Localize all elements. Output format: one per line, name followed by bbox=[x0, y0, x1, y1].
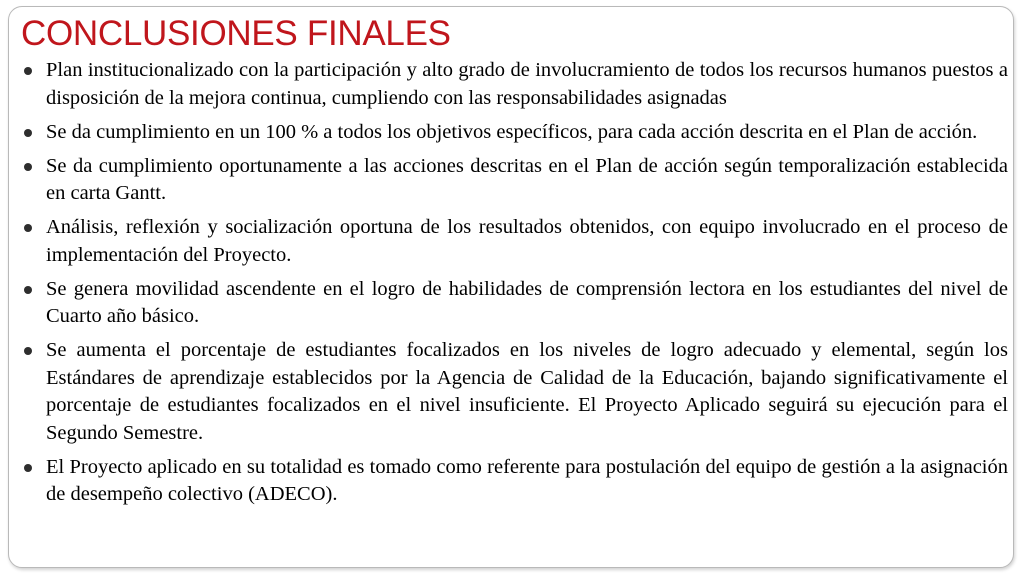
bullet-dot-icon bbox=[24, 286, 32, 294]
bullet-text: Análisis, reflexión y socialización oportuna de los resultados obtenidos, con equipo involucrado en el proceso de implementación del Proyecto. bbox=[46, 216, 1008, 266]
bullet-dot-icon bbox=[24, 163, 32, 171]
bullet-text: Se genera movilidad ascendente en el logro de habilidades de comprensión lectora en los estudiantes del nivel de Cuarto año básico. bbox=[46, 277, 1008, 327]
bullet-text: Se aumenta el porcentaje de estudiantes focalizados en los niveles de logro adecuado y elemental, según los Estándares de aprendizaje establecidos por la Agencia de Calidad de la Educación, bajando significativamente el porcentaje de estudiantes focalizados en el nivel insuficiente. El Proyecto Aplicado seguirá su ejecución para el Segundo Semestre. bbox=[46, 339, 1008, 444]
bullet-item bbox=[24, 454, 1008, 509]
bullet-list bbox=[24, 57, 1008, 515]
bullet-text: El Proyecto aplicado en su totalidad es tomado como referente para postulación del equipo de gestión a la asignación de desempeño colectivo (ADECO). bbox=[46, 455, 1008, 505]
bullet-item bbox=[24, 337, 1008, 447]
bullet-text: Plan institucionalizado con la participación y alto grado de involucramiento de todos los recursos humanos puestos a disposición de la mejora continua, cumpliendo con las responsabilidades asignadas bbox=[46, 59, 1008, 109]
bullet-item bbox=[24, 214, 1008, 269]
slide-title: CONCLUSIONES FINALES bbox=[21, 14, 451, 53]
bullet-dot-icon bbox=[24, 67, 32, 75]
bullet-item bbox=[24, 119, 1008, 147]
bullet-dot-icon bbox=[24, 347, 32, 355]
bullet-item bbox=[24, 57, 1008, 112]
bullet-text: Se da cumplimiento oportunamente a las acciones descritas en el Plan de acción según temporalización establecida en carta Gantt. bbox=[46, 154, 1008, 204]
bullet-dot-icon bbox=[24, 224, 32, 232]
bullet-dot-icon bbox=[24, 464, 32, 472]
bullet-dot-icon bbox=[24, 129, 32, 137]
bullet-item bbox=[24, 276, 1008, 331]
bullet-item bbox=[24, 153, 1008, 208]
bullet-text: Se da cumplimiento en un 100 % a todos los objetivos específicos, para cada acción descrita en el Plan de acción. bbox=[46, 120, 978, 143]
